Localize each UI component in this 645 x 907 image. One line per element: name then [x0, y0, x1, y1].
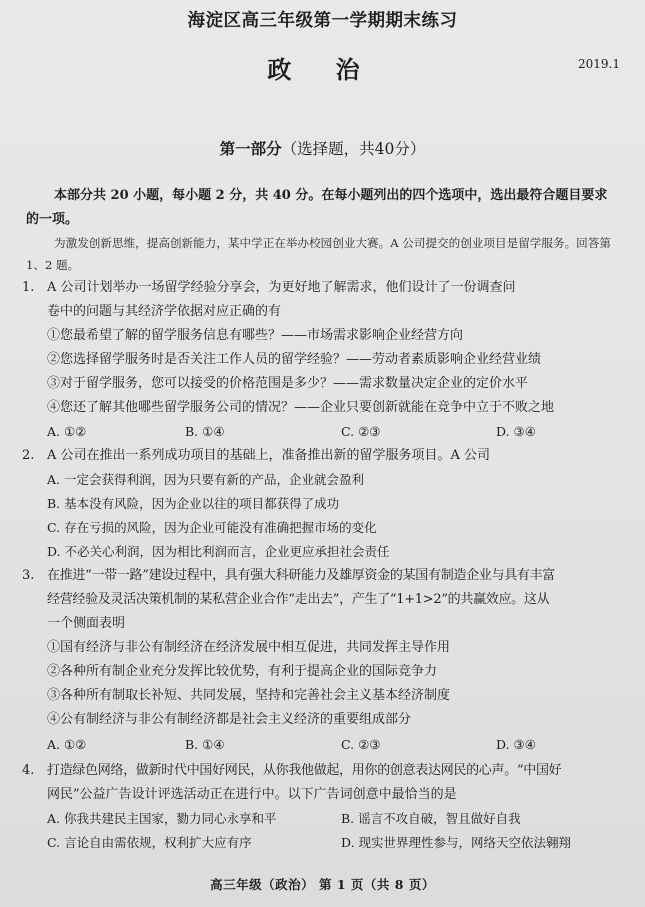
question-3-option-b: B. ①④	[185, 737, 225, 752]
question-3-stem-line: 在推进“一带一路”建设过程中，具有强大科研能力及雄厚资金的某国有制造企业与具有丰富	[47, 568, 555, 583]
question-1-stem-line: 卷中的问题与其经济学依据对应正确的有	[47, 304, 282, 319]
question-1-stem-line: A 公司计划举办一场留学经验分享会，为更好地了解需求，他们设计了一份调查问	[47, 280, 516, 295]
question-2-stem-line: A 公司在推出一系列成功项目的基础上，准备推出新的留学服务项目。A 公司	[47, 448, 491, 463]
question-2-option-a: A. 一定会获得利润，因为只要有新的产品，企业就会盈利	[47, 472, 364, 487]
question-3-statement: ④公有制经济与非公有制经济都是社会主义经济的重要组成部分	[47, 712, 412, 727]
exam-title: 海淀区高三年级第一学期期末练习	[187, 11, 458, 31]
part-one-title: 第一部分	[219, 139, 282, 158]
question-1-option-a: A. ①②	[47, 424, 87, 439]
question-4-option-d: D. 现实世界理性参与，网络天空依法翱翔	[341, 835, 572, 850]
question-4-stem-line: 打造绿色网络，做新时代中国好网民，从你我他做起，用你的创意表达网民的心声。“中国好	[47, 763, 562, 778]
question-2-option-d: D. 不必关心利润，因为相比利润而言，企业更应承担社会责任	[47, 544, 390, 559]
subject-heading: 政 治	[267, 55, 378, 84]
question-3-number: 3.	[22, 568, 35, 583]
question-1-statement: ③对于留学服务，您可以接受的价格范围是多少？——需求数量决定企业的定价水平	[47, 376, 529, 391]
exam-date: 2019.1	[578, 57, 620, 71]
question-2-number: 2.	[22, 448, 35, 463]
question-1-number: 1.	[22, 280, 35, 295]
question-1-statement: ②您选择留学服务时是否关注工作人员的留学经验？——劳动者素质影响企业经营业绩	[47, 352, 542, 367]
question-4-option-c: C. 言论自由需依规，权利扩大应有序	[47, 835, 252, 850]
question-3-statement: ②各种所有制企业充分发挥比较优势，有利于提高企业的国际竞争力	[47, 664, 438, 679]
question-4-stem-line: 网民”公益广告设计评选活动正在进行中。以下广告词创意中最恰当的是	[47, 787, 457, 802]
part-one-note: （选择题，共40分）	[281, 140, 426, 158]
shared-material: 为激发创新思维，提高创新能力，某中学正在举办校园创业大赛。A 公司提交的创业项目是留学服务。回答第 1、2 题。	[26, 236, 611, 272]
part-one-instructions: 本部分共 20 小题，每小题 2 分，共 40 分。在每小题列出的四个选项中，选出最符合题目要求的一项。	[26, 188, 608, 227]
question-2-option-b: B. 基本没有风险，因为企业以往的项目都获得了成功	[47, 496, 340, 511]
question-4-option-b: B. 谣言不攻自破，智且做好自我	[341, 811, 521, 826]
page-footer: 高三年级（政治） 第 1 页（共 8 页）	[210, 877, 435, 892]
question-3-statement: ③各种所有制取长补短、共同发展，坚持和完善社会主义基本经济制度	[47, 688, 451, 703]
question-3-stem-line: 经营经验及灵活决策机制的某私营企业合作“走出去”，产生了“1+1>2”的共赢效应。这从	[47, 592, 550, 607]
question-4-number: 4.	[22, 763, 35, 778]
question-1-option-c: C. ②③	[341, 424, 381, 439]
question-1-option-b: B. ①④	[185, 424, 225, 439]
question-1-statement: ①您最希望了解的留学服务信息有哪些？——市场需求影响企业经营方向	[47, 328, 464, 343]
question-3-option-d: D. ③④	[496, 737, 536, 752]
question-3-statement: ①国有经济与非公有制经济在经济发展中相互促进，共同发挥主导作用	[47, 640, 451, 655]
question-3-option-c: C. ②③	[341, 737, 381, 752]
question-3-option-a: A. ①②	[47, 737, 87, 752]
question-1-option-d: D. ③④	[496, 424, 536, 439]
question-4-option-a: A. 你我共建民主国家，勠力同心永享和平	[47, 811, 277, 826]
question-2-option-c: C. 存在亏损的风险，因为企业可能没有准确把握市场的变化	[47, 520, 377, 535]
question-1-statement: ④您还了解其他哪些留学服务公司的情况？——企业只要创新就能在竞争中立于不败之地	[47, 400, 555, 415]
part-one-heading	[0, 137, 645, 159]
question-3-stem-line: 一个侧面表明	[47, 616, 126, 631]
